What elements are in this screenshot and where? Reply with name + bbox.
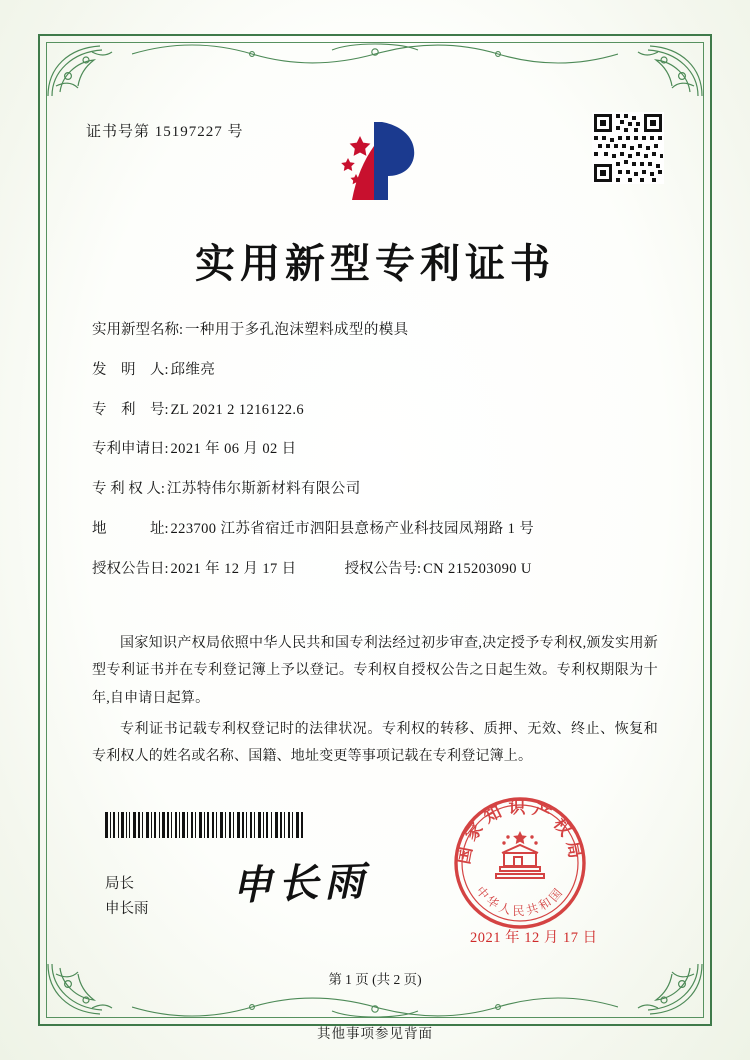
field-label: 实用新型名称: (92, 322, 184, 338)
field-value: 2021 年 12 月 17 日 (170, 560, 297, 577)
barcode (105, 812, 305, 838)
field-utility-model-name (92, 320, 672, 342)
signature-block (105, 872, 149, 921)
field-value: 2021 年 06 月 02 日 (170, 441, 297, 458)
field-value: 一种用于多孔泡沫塑料成型的模具 (185, 322, 409, 338)
official-seal (452, 795, 588, 931)
field-label: 专 利 号: (92, 401, 169, 418)
field-patentee (92, 479, 672, 501)
director-name-label: 申长雨 (105, 900, 149, 917)
page-number: 第 1 页 (共 2 页) (328, 972, 422, 987)
field-label: 授权公告日: (92, 560, 169, 577)
svg-text:国家知识产权局: 国家知识产权局 (453, 797, 587, 866)
edge-ornament-top (132, 40, 618, 66)
field-value: 江苏特伟尔斯新材料有限公司 (166, 481, 361, 497)
field-value: 邱维亮 (170, 361, 216, 378)
field-grant-announcement (92, 559, 672, 581)
field-label: 地 址: (92, 520, 169, 537)
svg-text:中华人民共和国: 中华人民共和国 (473, 883, 567, 918)
field-value: 223700 江苏省宿迁市泗阳县意杨产业科技园凤翔路 1 号 (170, 520, 535, 537)
edge-ornament-bottom (132, 995, 618, 1021)
corner-ornament-top-right (618, 42, 704, 98)
field-address (92, 519, 672, 541)
footnote: 其他事项参见背面 (317, 1026, 433, 1041)
fields-list (92, 320, 672, 598)
body-paragraph-1: 国家知识产权局依照中华人民共和国专利法经过初步审查,决定授予专利权,颁发实用新型专利证书并在专利登记簿上予以登记。专利权自授权公告之日起生效。专利权期限为十年,自申请日起算。 (92, 636, 658, 706)
field-inventor (92, 360, 672, 382)
director-title-label: 局长 (105, 876, 134, 892)
field-label: 专利申请日: (92, 441, 169, 458)
field-value-grant-no: CN 215203090 U (423, 560, 532, 577)
page-title: 实用新型专利证书 (195, 241, 555, 286)
field-label-grant-no: 授权公告号: (344, 560, 422, 577)
body-text (92, 630, 658, 774)
cnipa-logo-icon (330, 116, 426, 208)
field-application-date (92, 439, 672, 461)
field-label: 发 明 人: (92, 361, 169, 378)
field-patent-number (92, 400, 672, 422)
qr-code (592, 112, 664, 184)
body-paragraph-2: 专利证书记载专利权登记时的法律状况。专利权的转移、质押、无效、终止、恢复和专利权人的姓名或名称、国籍、地址变更等事项记载在专利登记簿上。 (92, 721, 658, 765)
seal-date: 2021 年 12 月 17 日 (470, 930, 598, 946)
field-value: ZL 2021 2 1216122.6 (170, 401, 305, 418)
certificate-number: 证书号第 15197227 号 (86, 124, 244, 140)
handwritten-signature: 申长雨 (231, 858, 371, 909)
corner-ornament-top-left (46, 42, 132, 98)
field-label: 专 利 权 人: (92, 481, 165, 497)
